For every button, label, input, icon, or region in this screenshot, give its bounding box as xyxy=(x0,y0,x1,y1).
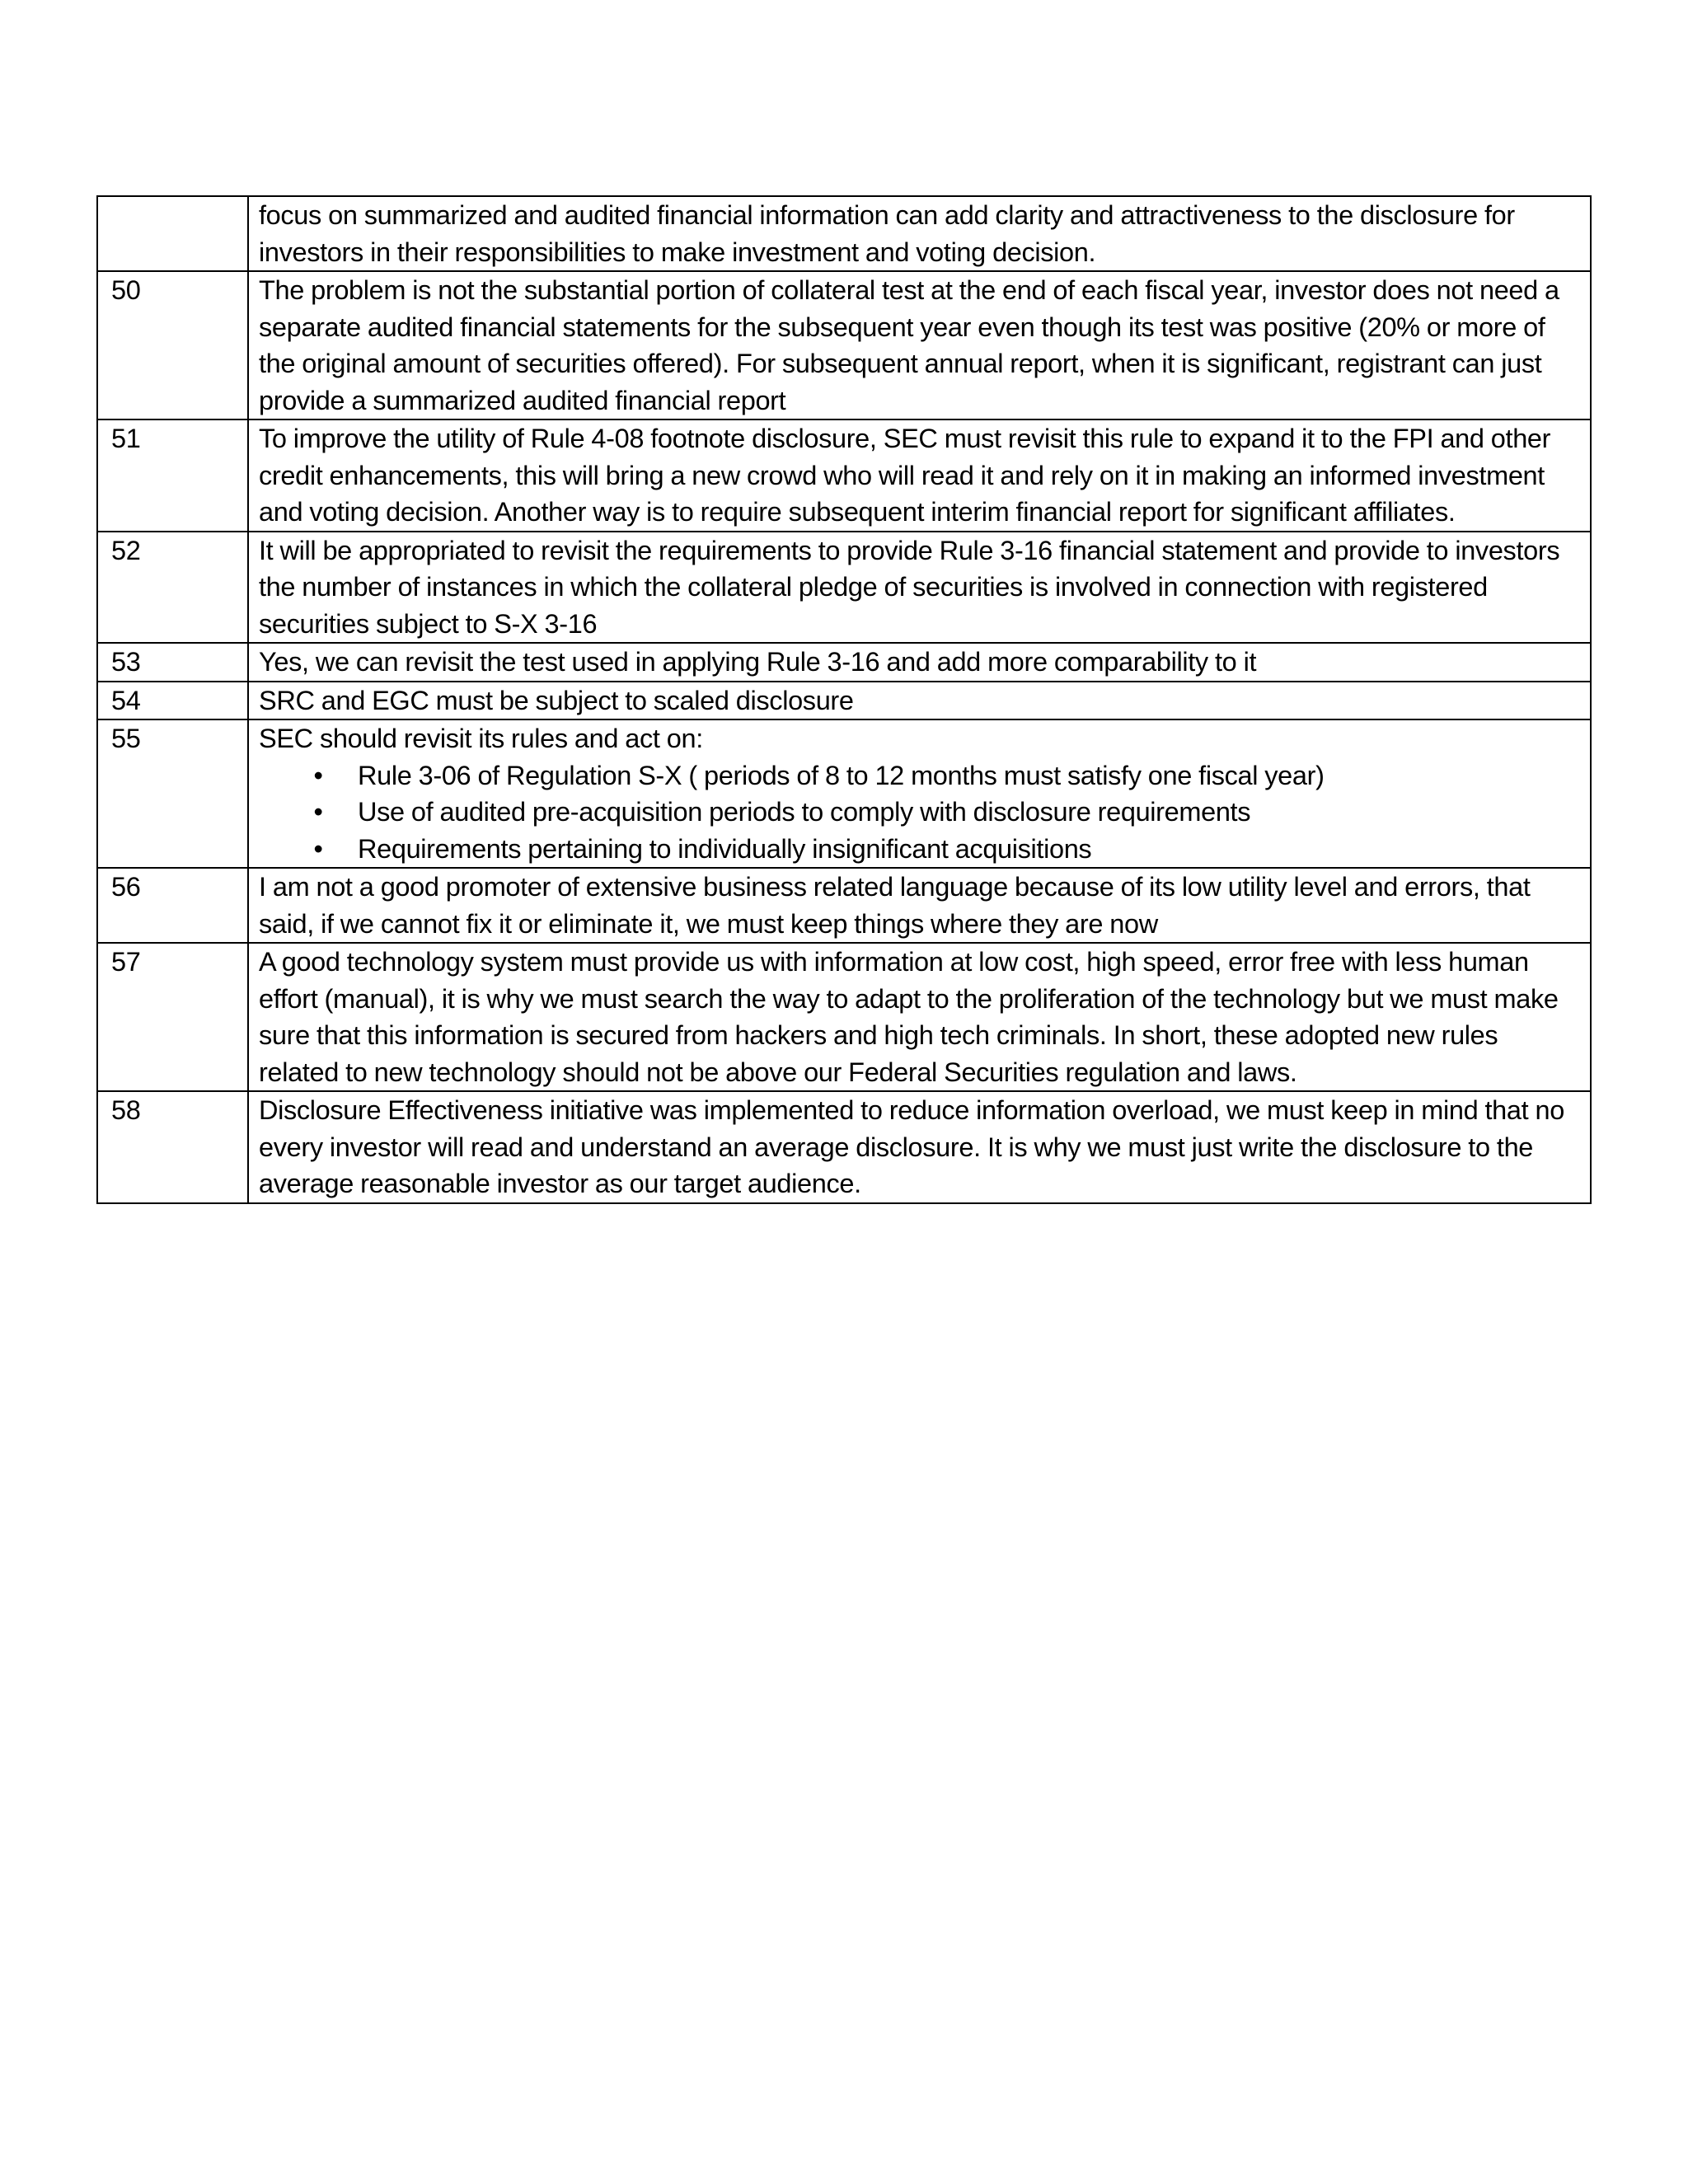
row-paragraph: SRC and EGC must be subject to scaled disclosure xyxy=(259,685,854,715)
list-item-text: Requirements pertaining to individually insignificant acquisitions xyxy=(358,833,1092,864)
row-number: 54 xyxy=(97,682,248,720)
row-number: 58 xyxy=(97,1091,248,1203)
row-paragraph: It will be appropriated to revisit the requirements to provide Rule 3-16 financial statement and provide to investors the number of instances in which the collateral pledge of securities is involved in connection with registered securities subject to S-X 3-16 xyxy=(259,535,1560,639)
row-number: 50 xyxy=(97,271,248,419)
row-number: 53 xyxy=(97,643,248,682)
row-paragraph: A good technology system must provide us with information at low cost, high speed, error free with less human effort (manual), it is why we must search the way to adapt to the proliferation of the technology but we must make sure that this information is secured from hackers and high tech criminals. In short, these adopted new rules related to new technology should not be above our Federal Securities regulation and laws. xyxy=(259,947,1559,1087)
row-paragraph: Disclosure Effectiveness initiative was implemented to reduce information overload, we must keep in mind that no every investor will read and understand an average disclosure. It is why we must just write the disclosure to the average reasonable investor as our target audience. xyxy=(259,1095,1564,1198)
row-text xyxy=(248,943,1591,1091)
row-text xyxy=(248,532,1591,644)
bullet-list xyxy=(259,757,1582,868)
row-number: 52 xyxy=(97,532,248,644)
row-text xyxy=(248,643,1591,682)
list-item xyxy=(259,831,1582,868)
row-text xyxy=(248,719,1591,868)
row-text xyxy=(248,1091,1591,1203)
row-paragraph: I am not a good promoter of extensive business related language because of its low utility level and errors, that said, if we cannot fix it or eliminate it, we must keep things where they are now xyxy=(259,872,1531,939)
bullet-icon: • xyxy=(313,797,323,827)
row-paragraph: The problem is not the substantial portion of collateral test at the end of each fiscal year, investor does not need a separate audited financial statements for the subsequent year even though its test was positive (20% or more of the original amount of securities offered). For subsequent annual report, when it is significant, registrant can just provide a summarized audited financial report xyxy=(259,275,1559,415)
list-item xyxy=(259,757,1582,794)
table-row xyxy=(97,682,1591,720)
row-number: 56 xyxy=(97,868,248,943)
table-row xyxy=(97,271,1591,419)
bullet-icon: • xyxy=(313,760,323,790)
list-item-text: Rule 3-06 of Regulation S-X ( periods of 8 to 12 months must satisfy one fiscal year) xyxy=(358,760,1325,790)
row-text xyxy=(248,196,1591,271)
table-row xyxy=(97,719,1591,868)
table-row xyxy=(97,532,1591,644)
table-row xyxy=(97,196,1591,271)
row-paragraph: Yes, we can revisit the test used in applying Rule 3-16 and add more comparability to it xyxy=(259,647,1257,677)
row-text xyxy=(248,682,1591,720)
table-row xyxy=(97,868,1591,943)
row-number: 55 xyxy=(97,719,248,868)
list-item xyxy=(259,794,1582,831)
table-row xyxy=(97,419,1591,532)
row-paragraph: focus on summarized and audited financial information can add clarity and attractiveness to the disclosure for investors in their responsibilities to make investment and voting decision. xyxy=(259,200,1515,267)
comments-table xyxy=(96,195,1592,1204)
row-number: 57 xyxy=(97,943,248,1091)
bullet-icon: • xyxy=(313,833,323,864)
list-item-text: Use of audited pre-acquisition periods to comply with disclosure requirements xyxy=(358,797,1251,827)
row-text xyxy=(248,419,1591,532)
row-paragraph: To improve the utility of Rule 4-08 footnote disclosure, SEC must revisit this rule to expand it to the FPI and other credit enhancements, this will bring a new crowd who will read it and rely on it in making an informed investment and voting decision. Another way is to require subsequent interim financial report for significant affiliates. xyxy=(259,424,1551,527)
table-row xyxy=(97,943,1591,1091)
table-row xyxy=(97,643,1591,682)
row-text xyxy=(248,271,1591,419)
table-row xyxy=(97,1091,1591,1203)
row-number xyxy=(97,196,248,271)
row-text xyxy=(248,868,1591,943)
row-number: 51 xyxy=(97,419,248,532)
row-paragraph: SEC should revisit its rules and act on: xyxy=(259,724,703,753)
